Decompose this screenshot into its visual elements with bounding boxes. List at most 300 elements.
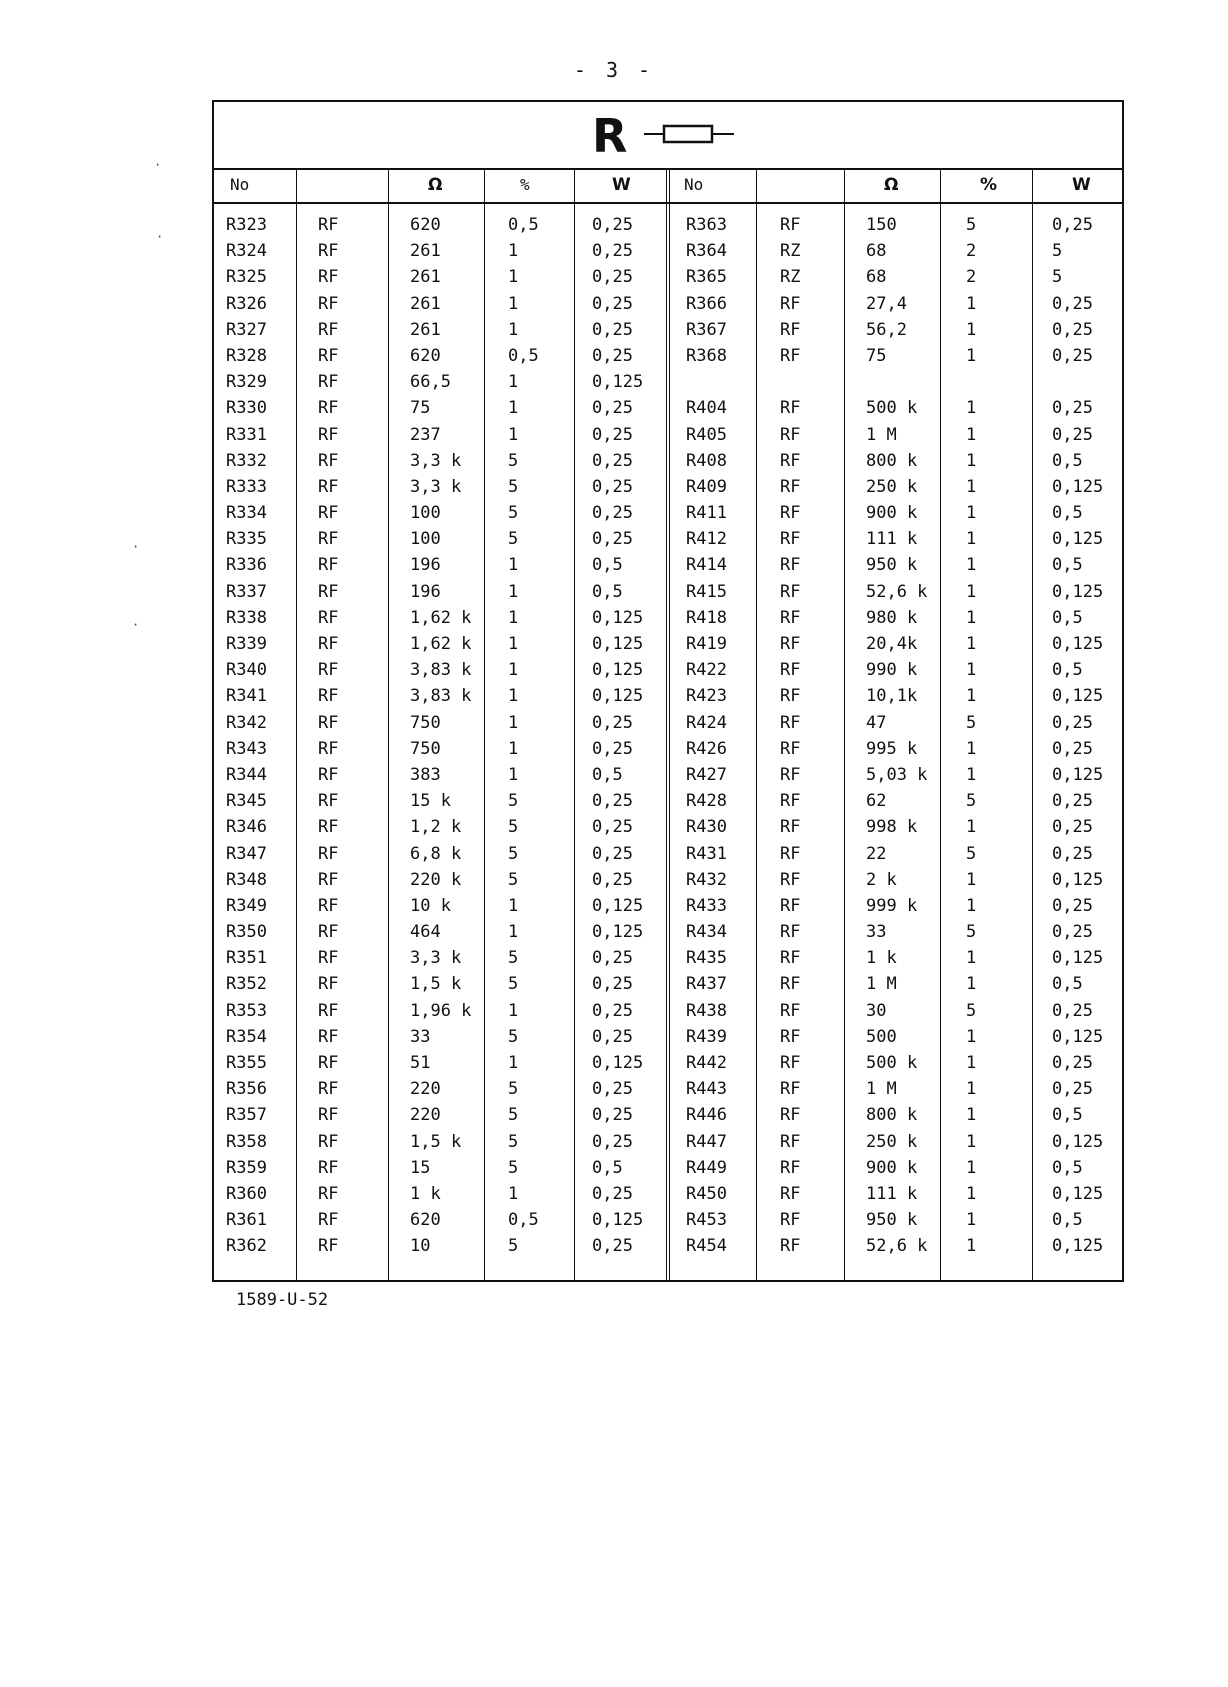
right-resistance-cell: 52,6 k: [866, 1236, 928, 1257]
right-tolerance-cell: 5: [966, 843, 977, 864]
left-resistance-cell: 100: [410, 503, 441, 524]
left-resistance-cell: 750: [410, 712, 441, 733]
right-type-cell: RF: [780, 607, 801, 628]
right-resistance-cell: 75: [866, 345, 887, 366]
left-wattage-cell: 0,25: [592, 1000, 633, 1021]
table-row: [214, 552, 1122, 578]
right-resistance-cell: 47: [866, 712, 887, 733]
left-tolerance-cell: 1: [508, 581, 519, 602]
right-type-cell: RF: [780, 817, 801, 838]
right-number-cell: R363: [686, 215, 727, 235]
right-resistance-cell: 900 k: [866, 1157, 918, 1178]
right-type-cell: RF: [780, 1079, 801, 1100]
left-resistance-cell: 1,96 k: [410, 1000, 472, 1021]
left-wattage-cell: 0,125: [592, 922, 644, 943]
right-number-cell: R368: [686, 345, 727, 366]
right-resistance-cell: 950 k: [866, 1210, 918, 1231]
left-number-cell: R340: [226, 660, 267, 681]
right-number-cell: R423: [686, 686, 727, 707]
left-type-cell: RF: [318, 1210, 339, 1231]
table-row: [214, 893, 1122, 919]
right-tolerance-cell: 1: [966, 607, 977, 628]
left-wattage-cell: 0,125: [592, 895, 644, 916]
scan-mark: ·: [156, 230, 164, 244]
left-type-cell: RF: [318, 764, 339, 785]
right-type-cell: RF: [780, 738, 801, 759]
left-wattage-cell: 0,25: [592, 1131, 633, 1152]
right-resistance-cell: 995 k: [866, 738, 918, 759]
table-row: [214, 474, 1122, 500]
right-number-cell: R437: [686, 974, 727, 995]
right-tolerance-cell: 1: [966, 1236, 977, 1257]
left-type-cell: RF: [318, 1026, 339, 1047]
left-number-cell: R323: [226, 215, 267, 235]
table-row: [214, 1102, 1122, 1128]
left-resistance-cell: 3,3 k: [410, 450, 462, 471]
right-resistance-cell: 20,4k: [866, 634, 918, 654]
right-wattage-cell: 0,125: [1052, 764, 1104, 785]
left-type-cell: RF: [318, 293, 339, 314]
left-type-cell: RF: [318, 503, 339, 524]
right-tolerance-cell: 1: [966, 398, 977, 419]
left-type-cell: RF: [318, 1079, 339, 1100]
table-row: [214, 605, 1122, 631]
left-resistance-cell: 15 k: [410, 791, 451, 812]
right-resistance-cell: 500: [866, 1026, 897, 1047]
right-wattage-cell: 0,25: [1052, 398, 1093, 419]
table-row: [214, 736, 1122, 762]
right-wattage-cell: 0,25: [1052, 345, 1093, 366]
right-resistance-cell: 250 k: [866, 476, 918, 497]
right-resistance-cell: 900 k: [866, 503, 918, 524]
left-tolerance-cell: 1: [508, 1053, 519, 1073]
left-resistance-cell: 1,5 k: [410, 974, 462, 995]
left-resistance-cell: 1,62 k: [410, 634, 472, 654]
right-number-cell: R419: [686, 634, 727, 654]
left-number-cell: R349: [226, 895, 267, 916]
right-wattage-cell: 0,5: [1052, 660, 1083, 681]
left-resistance-cell: 100: [410, 529, 441, 550]
left-tolerance-cell: 5: [508, 503, 519, 524]
table-title-row: [214, 102, 1122, 170]
right-number-cell: R422: [686, 660, 727, 681]
right-wattage-cell: 5: [1052, 267, 1063, 288]
left-type-cell: RF: [318, 660, 339, 681]
right-wattage-cell: 0,125: [1052, 1236, 1104, 1257]
left-tolerance-cell: 1: [508, 1183, 519, 1204]
left-type-cell: RF: [318, 215, 339, 235]
right-resistance-cell: 68: [866, 241, 887, 262]
left-type-cell: RF: [318, 241, 339, 262]
right-tolerance-cell: 1: [966, 686, 977, 707]
right-number-cell: R431: [686, 843, 727, 864]
left-tolerance-cell: 5: [508, 843, 519, 864]
right-type-cell: RF: [780, 1157, 801, 1178]
right-resistance-cell: 10,1k: [866, 686, 918, 707]
table-row: [214, 1233, 1122, 1259]
right-tolerance-cell: 5: [966, 215, 977, 235]
left-tolerance-cell: 1: [508, 607, 519, 628]
right-tolerance-cell: 1: [966, 345, 977, 366]
table-row: [214, 841, 1122, 867]
right-resistance-cell: 250 k: [866, 1131, 918, 1152]
right-number-cell: R412: [686, 529, 727, 550]
left-number-cell: R338: [226, 607, 267, 628]
left-resistance-cell: 196: [410, 555, 441, 576]
table-row: [214, 422, 1122, 448]
table-row: [214, 448, 1122, 474]
right-number-cell: R415: [686, 581, 727, 602]
left-wattage-cell: 0,125: [592, 686, 644, 707]
resistor-table: [212, 100, 1124, 1282]
table-row: [214, 500, 1122, 526]
right-tolerance-cell: 1: [966, 503, 977, 524]
left-wattage-cell: 0,5: [592, 581, 623, 602]
right-tolerance-cell: 1: [966, 1079, 977, 1100]
right-type-cell: RF: [780, 293, 801, 314]
right-wattage-cell: 0,5: [1052, 503, 1083, 524]
table-row: [214, 395, 1122, 421]
right-resistance-cell: 111 k: [866, 1183, 918, 1204]
left-type-cell: RF: [318, 686, 339, 707]
left-tolerance-cell: 1: [508, 686, 519, 707]
left-tolerance-cell: 1: [508, 555, 519, 576]
left-resistance-cell: 1,2 k: [410, 817, 462, 838]
header-percent: %: [520, 175, 530, 194]
left-number-cell: R339: [226, 634, 267, 654]
right-resistance-cell: 68: [866, 267, 887, 288]
left-number-cell: R328: [226, 345, 267, 366]
right-number-cell: R435: [686, 948, 727, 969]
left-type-cell: RF: [318, 922, 339, 943]
right-number-cell: R426: [686, 738, 727, 759]
left-tolerance-cell: 0,5: [508, 345, 539, 366]
document-code: 1589-U-52: [236, 1290, 329, 1310]
left-wattage-cell: 0,25: [592, 241, 633, 262]
right-wattage-cell: 0,25: [1052, 1000, 1093, 1021]
right-type-cell: RF: [780, 634, 801, 654]
right-resistance-cell: 990 k: [866, 660, 918, 681]
right-wattage-cell: 0,125: [1052, 869, 1104, 890]
right-tolerance-cell: 1: [966, 476, 977, 497]
right-tolerance-cell: 1: [966, 1210, 977, 1231]
right-wattage-cell: 0,5: [1052, 607, 1083, 628]
left-wattage-cell: 0,25: [592, 817, 633, 838]
left-wattage-cell: 0,25: [592, 791, 633, 812]
left-number-cell: R354: [226, 1026, 267, 1047]
left-number-cell: R355: [226, 1053, 267, 1073]
right-resistance-cell: 500 k: [866, 1053, 918, 1073]
left-resistance-cell: 33: [410, 1026, 431, 1047]
left-type-cell: RF: [318, 1157, 339, 1178]
left-tolerance-cell: 1: [508, 712, 519, 733]
left-tolerance-cell: 0,5: [508, 1210, 539, 1231]
left-resistance-cell: 1 k: [410, 1183, 441, 1204]
right-number-cell: R364: [686, 241, 727, 262]
right-resistance-cell: 1 M: [866, 1079, 897, 1100]
right-resistance-cell: 56,2: [866, 319, 907, 340]
left-wattage-cell: 0,125: [592, 1210, 644, 1231]
right-resistance-cell: 150: [866, 215, 897, 235]
left-number-cell: R361: [226, 1210, 267, 1231]
right-wattage-cell: 0,5: [1052, 555, 1083, 576]
table-row: [214, 631, 1122, 657]
left-resistance-cell: 261: [410, 293, 441, 314]
resistor-symbol-icon: [644, 122, 734, 146]
left-wattage-cell: 0,25: [592, 1236, 633, 1257]
left-resistance-cell: 464: [410, 922, 441, 943]
right-number-cell: R450: [686, 1183, 727, 1204]
table-row: [214, 814, 1122, 840]
left-resistance-cell: 10 k: [410, 895, 451, 916]
table-row: [214, 683, 1122, 709]
left-wattage-cell: 0,25: [592, 450, 633, 471]
right-wattage-cell: 0,125: [1052, 476, 1104, 497]
table-row: [214, 1076, 1122, 1102]
left-type-cell: RF: [318, 738, 339, 759]
left-resistance-cell: 237: [410, 424, 441, 445]
left-resistance-cell: 383: [410, 764, 441, 785]
right-type-cell: RF: [780, 345, 801, 366]
left-wattage-cell: 0,125: [592, 372, 644, 393]
right-wattage-cell: 0,25: [1052, 712, 1093, 733]
left-resistance-cell: 3,3 k: [410, 476, 462, 497]
left-tolerance-cell: 5: [508, 1157, 519, 1178]
right-wattage-cell: 0,125: [1052, 686, 1104, 707]
right-type-cell: RF: [780, 555, 801, 576]
right-type-cell: RF: [780, 1105, 801, 1126]
right-tolerance-cell: 1: [966, 738, 977, 759]
left-type-cell: RF: [318, 869, 339, 890]
right-number-cell: R366: [686, 293, 727, 314]
right-wattage-cell: 0,125: [1052, 1183, 1104, 1204]
right-wattage-cell: 0,25: [1052, 424, 1093, 445]
left-number-cell: R341: [226, 686, 267, 707]
left-type-cell: RF: [318, 476, 339, 497]
left-resistance-cell: 750: [410, 738, 441, 759]
right-type-cell: RF: [780, 974, 801, 995]
right-wattage-cell: 0,5: [1052, 974, 1083, 995]
left-number-cell: R327: [226, 319, 267, 340]
table-row: [214, 1050, 1122, 1076]
left-wattage-cell: 0,25: [592, 1079, 633, 1100]
right-type-cell: RF: [780, 843, 801, 864]
right-tolerance-cell: 1: [966, 948, 977, 969]
left-tolerance-cell: 1: [508, 1000, 519, 1021]
right-type-cell: RF: [780, 424, 801, 445]
right-number-cell: R411: [686, 503, 727, 524]
left-resistance-cell: 75: [410, 398, 431, 419]
left-type-cell: RF: [318, 843, 339, 864]
left-number-cell: R351: [226, 948, 267, 969]
left-number-cell: R350: [226, 922, 267, 943]
right-tolerance-cell: 1: [966, 660, 977, 681]
left-wattage-cell: 0,25: [592, 712, 633, 733]
right-wattage-cell: 0,125: [1052, 1131, 1104, 1152]
left-resistance-cell: 6,8 k: [410, 843, 462, 864]
left-type-cell: RF: [318, 607, 339, 628]
right-type-cell: RF: [780, 1210, 801, 1231]
left-wattage-cell: 0,25: [592, 1105, 633, 1126]
table-row: [214, 867, 1122, 893]
right-number-cell: R408: [686, 450, 727, 471]
right-type-cell: RF: [780, 581, 801, 602]
right-tolerance-cell: 5: [966, 712, 977, 733]
left-number-cell: R330: [226, 398, 267, 419]
right-type-cell: RF: [780, 1053, 801, 1073]
left-wattage-cell: 0,25: [592, 974, 633, 995]
right-resistance-cell: 999 k: [866, 895, 918, 916]
left-tolerance-cell: 1: [508, 293, 519, 314]
table-row: [214, 945, 1122, 971]
right-tolerance-cell: 1: [966, 450, 977, 471]
left-tolerance-cell: 5: [508, 948, 519, 969]
left-number-cell: R352: [226, 974, 267, 995]
table-row: [214, 710, 1122, 736]
right-wattage-cell: 0,25: [1052, 843, 1093, 864]
right-number-cell: R365: [686, 267, 727, 288]
right-number-cell: R409: [686, 476, 727, 497]
left-wattage-cell: 0,25: [592, 948, 633, 969]
left-tolerance-cell: 5: [508, 1236, 519, 1257]
table-row: [214, 317, 1122, 343]
right-resistance-cell: 111 k: [866, 529, 918, 550]
left-number-cell: R348: [226, 869, 267, 890]
table-row: [214, 1155, 1122, 1181]
right-tolerance-cell: 1: [966, 424, 977, 445]
left-number-cell: R325: [226, 267, 267, 288]
left-wattage-cell: 0,125: [592, 1053, 644, 1073]
right-tolerance-cell: 1: [966, 555, 977, 576]
left-tolerance-cell: 5: [508, 1131, 519, 1152]
left-tolerance-cell: 5: [508, 476, 519, 497]
table-row: [214, 579, 1122, 605]
right-type-cell: RF: [780, 319, 801, 340]
left-wattage-cell: 0,25: [592, 293, 633, 314]
left-wattage-cell: 0,25: [592, 345, 633, 366]
left-number-cell: R358: [226, 1131, 267, 1152]
left-type-cell: RF: [318, 267, 339, 288]
left-type-cell: RF: [318, 581, 339, 602]
right-resistance-cell: 1 M: [866, 974, 897, 995]
left-number-cell: R343: [226, 738, 267, 759]
left-type-cell: RF: [318, 319, 339, 340]
right-number-cell: R428: [686, 791, 727, 812]
right-type-cell: RF: [780, 398, 801, 419]
right-type-cell: RZ: [780, 241, 801, 262]
left-resistance-cell: 196: [410, 581, 441, 602]
right-resistance-cell: 800 k: [866, 1105, 918, 1126]
left-number-cell: R344: [226, 764, 267, 785]
right-wattage-cell: 0,25: [1052, 922, 1093, 943]
right-resistance-cell: 62: [866, 791, 887, 812]
scan-mark: ·: [132, 618, 140, 632]
right-wattage-cell: 0,5: [1052, 1105, 1083, 1126]
table-row: [214, 291, 1122, 317]
left-wattage-cell: 0,25: [592, 398, 633, 419]
left-resistance-cell: 15: [410, 1157, 431, 1178]
right-type-cell: RF: [780, 869, 801, 890]
left-type-cell: RF: [318, 974, 339, 995]
right-wattage-cell: 0,5: [1052, 1210, 1083, 1231]
left-resistance-cell: 51: [410, 1053, 431, 1073]
left-type-cell: RF: [318, 1053, 339, 1073]
left-wattage-cell: 0,125: [592, 634, 644, 654]
left-resistance-cell: 220: [410, 1105, 441, 1126]
right-tolerance-cell: 1: [966, 817, 977, 838]
right-resistance-cell: 980 k: [866, 607, 918, 628]
table-row: [214, 526, 1122, 552]
left-wattage-cell: 0,125: [592, 607, 644, 628]
right-wattage-cell: 0,25: [1052, 791, 1093, 812]
table-row: [214, 919, 1122, 945]
left-wattage-cell: 0,25: [592, 843, 633, 864]
right-type-cell: RF: [780, 948, 801, 969]
right-resistance-cell: 27,4: [866, 293, 907, 314]
left-resistance-cell: 261: [410, 267, 441, 288]
left-number-cell: R333: [226, 476, 267, 497]
header-watt: W: [612, 175, 631, 195]
left-number-cell: R346: [226, 817, 267, 838]
right-type-cell: RF: [780, 1131, 801, 1152]
right-type-cell: RF: [780, 1000, 801, 1021]
scan-mark: ·: [154, 158, 162, 172]
right-type-cell: RF: [780, 895, 801, 916]
right-resistance-cell: 950 k: [866, 555, 918, 576]
right-resistance-cell: 33: [866, 922, 887, 943]
right-type-cell: RF: [780, 1026, 801, 1047]
right-tolerance-cell: 2: [966, 241, 977, 262]
right-wattage-cell: 0,125: [1052, 529, 1104, 550]
left-wattage-cell: 0,25: [592, 503, 633, 524]
left-tolerance-cell: 5: [508, 1079, 519, 1100]
right-number-cell: R433: [686, 895, 727, 916]
left-tolerance-cell: 1: [508, 267, 519, 288]
right-resistance-cell: 998 k: [866, 817, 918, 838]
left-tolerance-cell: 5: [508, 974, 519, 995]
table-row: [214, 1024, 1122, 1050]
table-title-letter: R: [592, 109, 628, 163]
left-wattage-cell: 0,25: [592, 424, 633, 445]
right-wattage-cell: 0,25: [1052, 817, 1093, 838]
right-number-cell: R427: [686, 764, 727, 785]
right-number-cell: R447: [686, 1131, 727, 1152]
left-type-cell: RF: [318, 1000, 339, 1021]
left-resistance-cell: 220: [410, 1079, 441, 1100]
right-wattage-cell: 0,25: [1052, 1053, 1093, 1073]
table-row: [214, 998, 1122, 1024]
header-ohm-right: Ω: [884, 175, 899, 195]
left-resistance-cell: 3,83 k: [410, 686, 472, 707]
left-number-cell: R336: [226, 555, 267, 576]
table-body: [214, 212, 1122, 1260]
left-tolerance-cell: 1: [508, 398, 519, 419]
left-wattage-cell: 0,5: [592, 764, 623, 785]
left-type-cell: RF: [318, 634, 339, 654]
left-number-cell: R335: [226, 529, 267, 550]
right-wattage-cell: 0,25: [1052, 215, 1093, 235]
left-number-cell: R324: [226, 241, 267, 262]
left-tolerance-cell: 1: [508, 764, 519, 785]
left-number-cell: R332: [226, 450, 267, 471]
left-number-cell: R362: [226, 1236, 267, 1257]
right-number-cell: R414: [686, 555, 727, 576]
left-number-cell: R326: [226, 293, 267, 314]
right-type-cell: RF: [780, 215, 801, 235]
right-wattage-cell: 0,125: [1052, 581, 1104, 602]
table-row: [214, 657, 1122, 683]
right-resistance-cell: 1 k: [866, 948, 897, 969]
